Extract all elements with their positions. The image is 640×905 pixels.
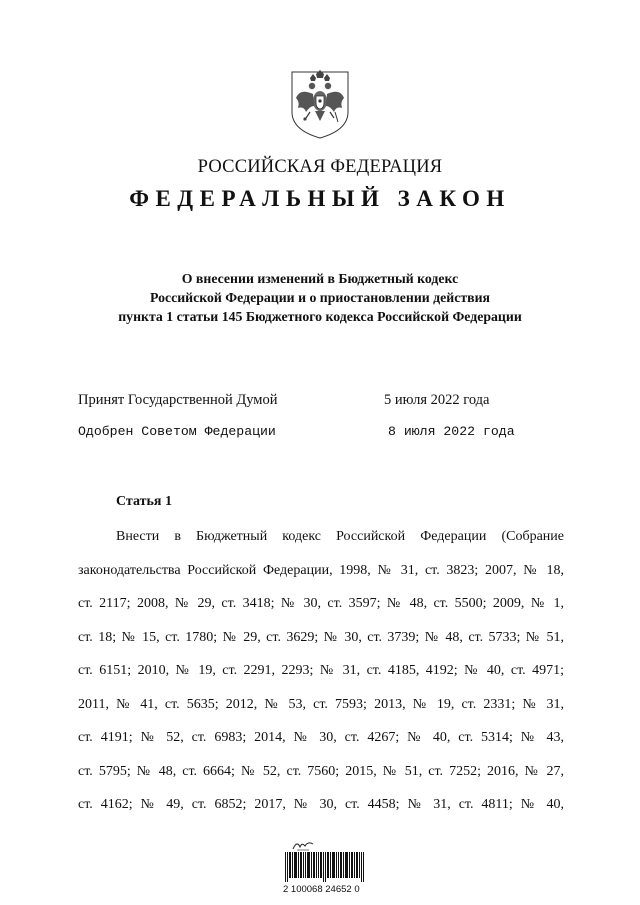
council-label: Одобрен Советом Федерации bbox=[78, 424, 276, 439]
coat-of-arms-icon bbox=[288, 68, 352, 140]
article-heading: Статья 1 bbox=[116, 494, 172, 509]
subject-line: пункта 1 статьи 145 Бюджетного кодекса Российской Федерации bbox=[118, 309, 522, 324]
body-line: 2011, № 41, ст. 5635; 2012, № 53, ст. 7593; 2013, № 19, ст. 2331; № 31, bbox=[78, 696, 564, 712]
body-line: ст. 18; № 15, ст. 1780; № 29, ст. 3629; № 30, ст. 3739; № 48, ст. 5733; № 51, bbox=[78, 629, 564, 645]
body-line: ст. 4162; № 49, ст. 6852; 2017, № 30, ст. 4458; № 31, ст. 4811; № 40, bbox=[78, 797, 564, 812]
council-date: 8 июля 2022 года bbox=[388, 424, 515, 439]
signature-mark bbox=[291, 838, 315, 852]
duma-date: 5 июля 2022 года bbox=[384, 392, 490, 408]
country-heading: РОССИЙСКАЯ ФЕДЕРАЦИЯ bbox=[197, 157, 443, 177]
body-line: Внести в Бюджетный кодекс Российской Федерации (Собрание bbox=[116, 529, 564, 544]
article-body bbox=[78, 529, 564, 831]
subject-line: О внесении изменений в Бюджетный кодекс bbox=[181, 271, 459, 286]
duma-label: Принят Государственной Думой bbox=[78, 392, 278, 408]
barcode-block bbox=[283, 838, 373, 898]
body-line: ст. 2117; 2008, № 29, ст. 3418; № 30, ст. 3597; № 48, ст. 5500; 2009, № 1, bbox=[78, 596, 564, 611]
body-line: ст. 5795; № 48, ст. 6664; № 52, ст. 7560; 2015, № 51, ст. 7252; 2016, № 27, bbox=[78, 763, 564, 779]
body-line: ст. 4191; № 52, ст. 6983; 2014, № 30, ст. 4267; № 40, ст. 5314; № 43, bbox=[78, 730, 564, 745]
barcode-number: 2 100068 24652 0 bbox=[283, 884, 360, 895]
subject-line: Российской Федерации и о приостановлении действия bbox=[149, 290, 491, 305]
body-line: законодательства Российской Федерации, 1998, № 31, ст. 3823; 2007, № 18, bbox=[78, 562, 564, 578]
barcode-icon bbox=[285, 852, 365, 882]
law-type-heading: ФЕДЕРАЛЬНЫЙ ЗАКОН bbox=[129, 186, 511, 211]
body-line: ст. 6151; 2010, № 19, ст. 2291, 2293; № 31, ст. 4185, 4192; № 40, ст. 4971; bbox=[78, 663, 564, 678]
law-subject-title bbox=[0, 269, 640, 326]
